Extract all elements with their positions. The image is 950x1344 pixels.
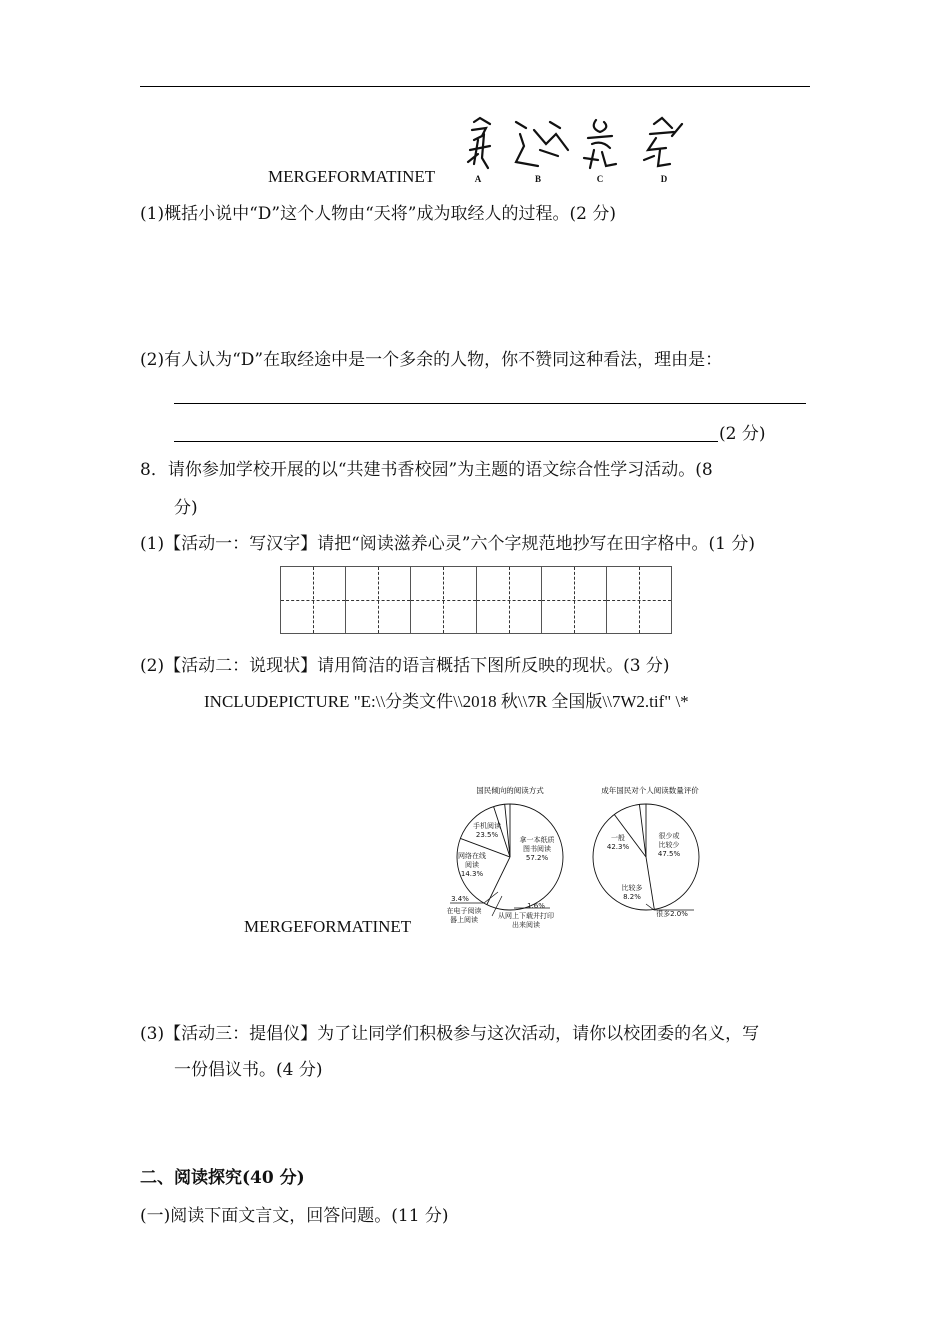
character-figure xyxy=(460,114,690,186)
question-7-2-score: (2 分) xyxy=(719,424,766,444)
chart1-label-online-2: 阅读 xyxy=(465,861,479,869)
field-code-merge-1: MERGEFORMATINET xyxy=(268,167,436,186)
chart1-value-online: 14.3% xyxy=(460,870,484,878)
grid-cell[interactable] xyxy=(542,567,607,633)
chart2-label-few-2: 比较少 xyxy=(658,841,680,849)
question-8-2: (2)【活动二：说现状】请用简洁的语言概括下图所反映的现状。(3 分) xyxy=(140,656,670,676)
chart1-label-ereader-2: 器上阅读 xyxy=(450,916,478,924)
section-title: 二、阅读探究(40 分) xyxy=(140,1168,305,1188)
grid-cell[interactable] xyxy=(411,567,476,633)
grid-cell[interactable] xyxy=(346,567,411,633)
field-code-include: INCLUDEPICTURE "E:\\分类文件\\2018 秋\\7R 全国版\\7W2.tif" \* xyxy=(204,692,689,711)
character-c-drawing xyxy=(584,120,616,168)
chart1-value-phone: 23.5% xyxy=(475,831,499,839)
chart2-title: 成年国民对个人阅读数量评价 xyxy=(601,786,699,795)
chart1-label-paper-2: 图书阅读 xyxy=(523,845,551,853)
chart2-label-few: 很少或 xyxy=(658,832,680,840)
chart1-title: 国民倾向的阅读方式 xyxy=(476,786,544,795)
answer-line-1[interactable] xyxy=(174,403,806,404)
section-subtitle: (一)阅读下面文言文，回答问题。(11 分) xyxy=(140,1206,449,1226)
chart1-value-ereader: 3.4% xyxy=(451,895,469,903)
chart2-label-avg: 一般 xyxy=(611,834,625,842)
grid-cell[interactable] xyxy=(281,567,346,633)
chart2-value-few: 47.5% xyxy=(657,850,681,858)
grid-cell[interactable] xyxy=(477,567,542,633)
question-8-line-1: 8．请你参加学校开展的以“共建书香校园”为主题的语文综合性学习活动。(8 xyxy=(140,460,713,480)
label-b: B xyxy=(534,174,542,184)
character-b-drawing xyxy=(516,122,568,166)
question-8-line-2: 分) xyxy=(174,498,198,518)
chart1-label-print-2: 出来阅读 xyxy=(512,921,540,929)
chart2-slice-1 xyxy=(646,857,654,909)
question-8-3-line-1: (3)【活动三：提倡仪】为了让同学们积极参与这次活动，请你以校团委的名义，写 xyxy=(140,1024,760,1044)
reading-charts xyxy=(432,780,722,935)
answer-line-2[interactable] xyxy=(174,441,718,442)
chart1-value-paper: 57.2% xyxy=(525,854,549,862)
label-c: C xyxy=(596,174,604,184)
label-a: A xyxy=(474,174,482,184)
question-8-3-line-2: 一份倡议书。(4 分) xyxy=(174,1060,323,1080)
chart2-label-more: 比较多 xyxy=(621,884,643,892)
question-7-1: (1)概括小说中“D”这个人物由“天将”成为取经人的过程。(2 分) xyxy=(140,204,616,224)
chart2-value-avg: 42.3% xyxy=(606,843,630,851)
chart2-label-many: 很多2.0% xyxy=(656,910,688,918)
chart2-value-more: 8.2% xyxy=(623,893,641,901)
chart1-label-paper: 拿一本纸质 xyxy=(519,836,555,844)
chart1-slice-1 xyxy=(487,857,510,905)
grid-cell[interactable] xyxy=(607,567,671,633)
chart1-label-phone: 手机阅读 xyxy=(473,822,501,830)
character-a-drawing xyxy=(468,118,490,168)
question-8-1: (1)【活动一：写汉字】请把“阅读滋养心灵”六个字规范地抄写在田字格中。(1 分) xyxy=(140,534,755,554)
chart1-value-print: 1.6% xyxy=(527,902,545,910)
field-code-merge-2: MERGEFORMATINET xyxy=(244,917,412,936)
header-rule xyxy=(140,86,810,87)
chart1-label-online: 网络在线 xyxy=(458,852,486,860)
question-7-2: (2)有人认为“D”在取经途中是一个多余的人物，你不赞同这种看法，理由是： xyxy=(140,350,723,370)
character-d-drawing xyxy=(644,118,682,166)
chart1-label-print: 从网上下载并打印 xyxy=(498,912,554,920)
chart1-label-ereader: 在电子阅读 xyxy=(446,907,482,915)
tian-character-grid[interactable] xyxy=(280,566,672,634)
label-d: D xyxy=(660,174,668,184)
